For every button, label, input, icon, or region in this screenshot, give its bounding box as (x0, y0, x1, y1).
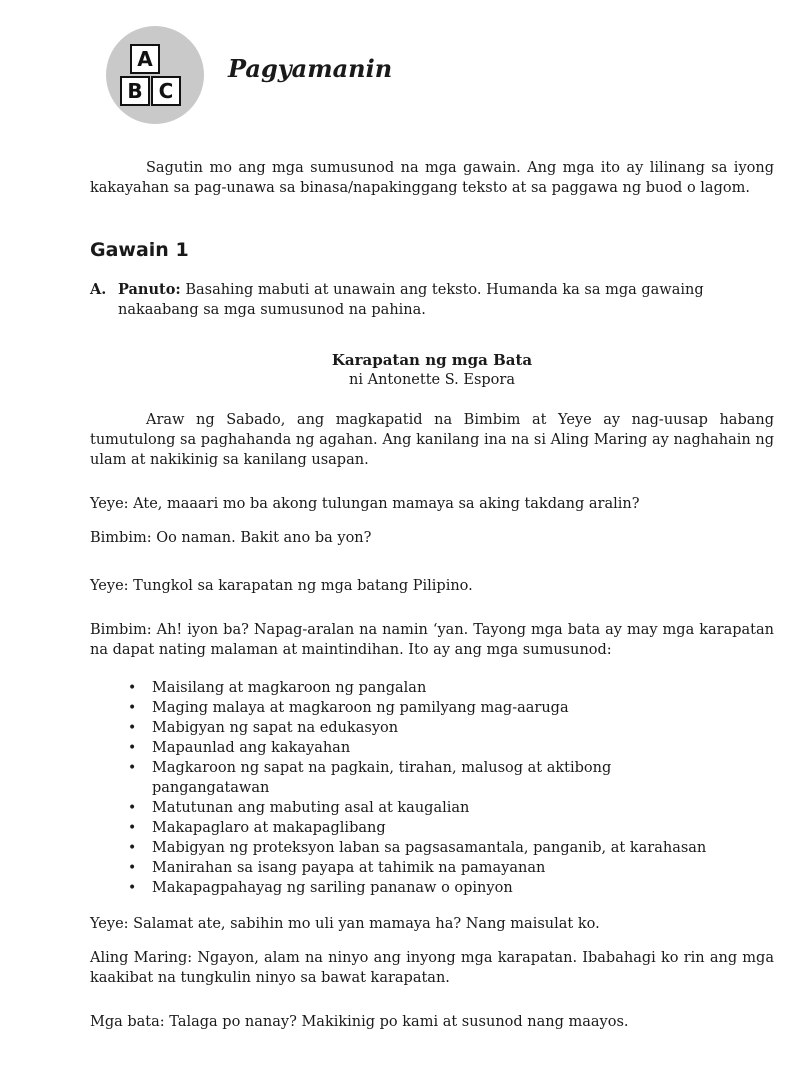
list-item: • Matutunan ang mabuting asal at kaugalian (128, 800, 470, 816)
list-item: • Magkaroon ng sapat na pagkain, tirahan, malusog at aktibong pangangatawan (128, 760, 612, 796)
list-item: • Mapaunlad ang kakayahan (128, 740, 351, 756)
block-a: A (130, 44, 160, 74)
instruction (90, 280, 774, 320)
abc-blocks-icon (106, 26, 204, 124)
dialogue-line: Yeye: Ate, maaari mo ba akong tulungan mamaya sa aking takdang aralin? (90, 496, 640, 512)
list-item: • Mabigyan ng proteksyon laban sa pagsasamantala, panganib, at karahasan (128, 840, 707, 856)
bullet-icon: • (128, 880, 137, 896)
bullet-icon: • (128, 680, 137, 696)
instruction-text: Basahing mabuti at unawain ang teksto. Humanda ka sa mga gawaing nakaabang sa mga sumusunod na pahina. (118, 282, 704, 318)
bullet-icon: • (128, 700, 137, 716)
story-author: ni Antonette S. Espora (349, 372, 515, 388)
bullet-icon: • (128, 760, 137, 776)
instruction-letter: A. (90, 281, 107, 298)
bullet-icon: • (128, 740, 137, 756)
page-title: Pagyamanin (228, 54, 393, 83)
bullet-icon: • (128, 800, 137, 816)
rights-list (90, 678, 774, 898)
bullet-icon: • (128, 860, 137, 876)
dialogue-line: Mga bata: Talaga po nanay? Makikinig po kami at susunod nang maayos. (90, 1014, 629, 1030)
dialogue-line: Yeye: Tungkol sa karapatan ng mga batang Pilipino. (90, 578, 473, 594)
intro-paragraph: Sagutin mo ang mga sumusunod na mga gawain. Ang mga ito ay lilinang sa iyong kakayahan sa pag-unawa sa binasa/napakinggang teksto at sa paggawa ng buod o lagom. (90, 160, 774, 196)
list-item: • Makapagpahayag ng sariling pananaw o opinyon (128, 880, 513, 896)
bullet-icon: • (128, 820, 137, 836)
document-body (90, 158, 774, 1032)
list-item: • Makapaglaro at makapaglibang (128, 820, 386, 836)
instruction-label: Panuto: (118, 281, 181, 298)
activity-title: Gawain 1 (90, 239, 189, 261)
list-item: • Mabigyan ng sapat na edukasyon (128, 720, 399, 736)
dialogue-line: Bimbim: Ah! iyon ba? Napag-aralan na namin ‘yan. Tayong mga bata ay may mga karapatan na dapat nating malaman at maintindihan. Ito ay ang mga sumusunod: (90, 622, 774, 658)
list-item: • Maisilang at magkaroon ng pangalan (128, 680, 427, 696)
list-item: • Maging malaya at magkaroon ng pamilyang mag-aaruga (128, 700, 569, 716)
block-b: B (120, 76, 150, 106)
dialogue-line: Aling Maring: Ngayon, alam na ninyo ang inyong mga karapatan. Ibabahagi ko rin ang mga kaakibat na tungkulin ninyo sa bawat karapatan. (90, 950, 774, 986)
list-item: • Manirahan sa isang payapa at tahimik na pamayanan (128, 860, 546, 876)
section-header (106, 26, 506, 126)
story-title: Karapatan ng mga Bata (331, 351, 533, 369)
bullet-icon: • (128, 840, 137, 856)
story-opening: Araw ng Sabado, ang magkapatid na Bimbim at Yeye ay nag-uusap habang tumutulong sa paghahanda ng agahan. Ang kanilang ina na si Aling Maring ay naghahain ng ulam at nakikinig sa kanilang usapan. (90, 412, 774, 468)
dialogue-line: Bimbim: Oo naman. Bakit ano ba yon? (90, 530, 372, 546)
block-c: C (151, 76, 181, 106)
bullet-icon: • (128, 720, 137, 736)
dialogue-line: Yeye: Salamat ate, sabihin mo uli yan mamaya ha? Nang maisulat ko. (90, 916, 600, 932)
